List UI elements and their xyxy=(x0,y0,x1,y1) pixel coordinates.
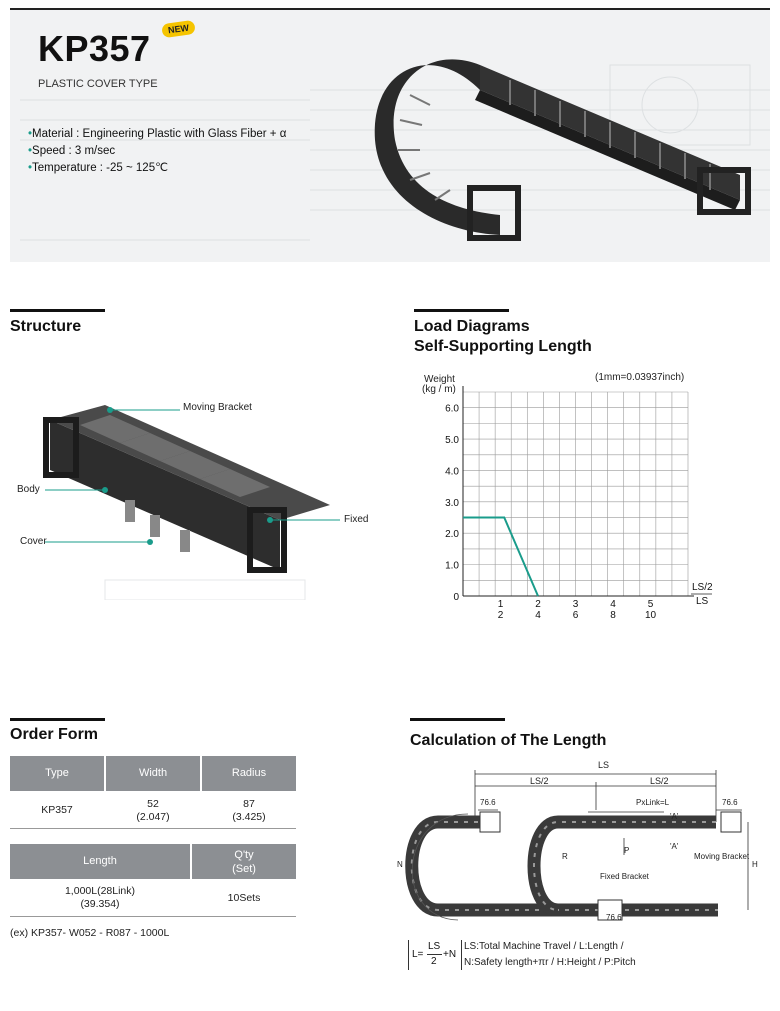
formula-numerator: LS xyxy=(428,941,441,952)
load-unit-note: (1mm=0.03937inch) xyxy=(595,372,685,383)
x-tick-label-top: 3 xyxy=(572,599,579,610)
calc-dim-right: 76.6 xyxy=(722,798,738,807)
row-divider-2 xyxy=(10,916,296,917)
product-title: KP357 xyxy=(38,28,151,69)
calc-dim-bottom: 76.6 xyxy=(606,913,622,922)
load-series-line xyxy=(463,518,538,596)
x-axis-label-top: LS/2 xyxy=(692,582,713,593)
cell-width: 52 xyxy=(147,798,159,810)
x-tick-label-bottom: 6 xyxy=(572,610,579,621)
y-tick-label: 3.0 xyxy=(445,497,459,509)
order-example: (ex) KP357- W052 - R087 - 1000L xyxy=(10,927,170,939)
structure-bar xyxy=(10,309,105,312)
header-qty-label: Q'ty xyxy=(234,849,254,861)
label-fixed: Fixed xyxy=(344,514,369,525)
x-tick-label-top: 2 xyxy=(535,599,541,610)
calc-ls: LS xyxy=(598,760,610,770)
calc-bar xyxy=(410,718,505,721)
label-cover: Cover xyxy=(20,536,47,547)
spec-material: • Material : Engineering Plastic with Glass Fiber + α xyxy=(28,126,286,143)
calc-fixed-bracket: Fixed Bracket xyxy=(600,872,649,881)
formula-plus-n: +N xyxy=(443,949,457,960)
cell-qty: 10Sets xyxy=(227,892,261,904)
calc-p: P xyxy=(624,846,630,855)
calc-diagram xyxy=(398,760,768,940)
spec-temperature: • Temperature : -25 ~ 125℃ xyxy=(28,160,286,177)
spec-speed: • Speed : 3 m/sec xyxy=(28,143,286,160)
row-divider-1 xyxy=(10,828,296,829)
calc-ls-half-left: LS/2 xyxy=(530,776,549,786)
product-subtitle: PLASTIC COVER TYPE xyxy=(38,78,158,90)
calc-n: N xyxy=(397,860,403,869)
x-axis-label-bottom: LS xyxy=(696,596,709,607)
formula-denominator: 2 xyxy=(431,956,437,967)
load-chart xyxy=(420,370,740,630)
calc-title: Calculation of The Length xyxy=(410,732,607,749)
load-ylabel-2: (kg / m) xyxy=(422,384,456,395)
cell-length: 1,000L(28Link) xyxy=(64,885,136,897)
spec-list xyxy=(28,126,286,177)
calc-legend-1: LS:Total Machine Travel / L:Length / xyxy=(464,941,624,952)
x-tick-label-bottom: 10 xyxy=(644,610,657,621)
header-radius: Radius xyxy=(202,756,296,791)
x-tick-label-top: 1 xyxy=(497,599,504,610)
order-bar xyxy=(10,718,105,721)
cell-length-in: (39.354) xyxy=(80,898,120,910)
new-badge: NEW xyxy=(161,20,196,38)
load-title-2: Self-Supporting Length xyxy=(414,338,592,355)
y-tick-label: 2.0 xyxy=(445,529,459,541)
calc-a-bottom: 'A' xyxy=(670,842,679,851)
x-tick-label-bottom: 4 xyxy=(535,610,541,621)
load-ylabel-1: Weight xyxy=(424,374,455,385)
cell-width-in: (2.047) xyxy=(136,811,170,823)
structure-title: Structure xyxy=(10,318,82,335)
y-tick-label: 4.0 xyxy=(445,466,459,478)
order-title: Order Form xyxy=(10,726,99,743)
header-type: Type xyxy=(10,756,104,791)
y-tick-label: 1.0 xyxy=(445,560,459,572)
y-tick-label: 0 xyxy=(453,592,459,603)
calc-moving-bracket: Moving Bracket xyxy=(694,852,750,861)
length-formula xyxy=(408,940,462,970)
header-length: Length xyxy=(10,844,190,879)
calc-a-top: 'A' xyxy=(670,812,679,821)
load-bar xyxy=(414,309,509,312)
formula-l: L= xyxy=(412,949,424,960)
header-qty-unit: (Set) xyxy=(232,863,256,875)
label-moving-bracket: Moving Bracket xyxy=(183,402,252,413)
x-tick-label-bottom: 8 xyxy=(610,610,616,621)
calc-ls-half-right: LS/2 xyxy=(650,776,669,786)
calc-r: R xyxy=(562,852,568,861)
header-qty xyxy=(192,844,296,879)
y-tick-label: 6.0 xyxy=(445,403,459,415)
load-title-1: Load Diagrams xyxy=(414,318,530,335)
formula-fraction-bar xyxy=(427,954,442,955)
x-tick-label-top: 5 xyxy=(647,599,654,610)
cell-radius: 87 xyxy=(243,798,255,810)
calc-dim-left: 76.6 xyxy=(480,798,496,807)
x-tick-label-top: 4 xyxy=(610,599,616,610)
cell-type: KP357 xyxy=(41,804,73,816)
label-body: Body xyxy=(17,484,40,495)
y-tick-label: 5.0 xyxy=(445,435,459,447)
structure-illustration xyxy=(10,380,370,600)
header-width: Width xyxy=(106,756,200,791)
calc-legend-2: N:Safety length+πr / H:Height / P:Pitch xyxy=(464,957,636,968)
calc-h: H xyxy=(752,860,758,869)
x-tick-label-bottom: 2 xyxy=(497,610,504,621)
cell-radius-in: (3.425) xyxy=(232,811,266,823)
calc-pxlink: PxLink=L xyxy=(636,798,670,807)
